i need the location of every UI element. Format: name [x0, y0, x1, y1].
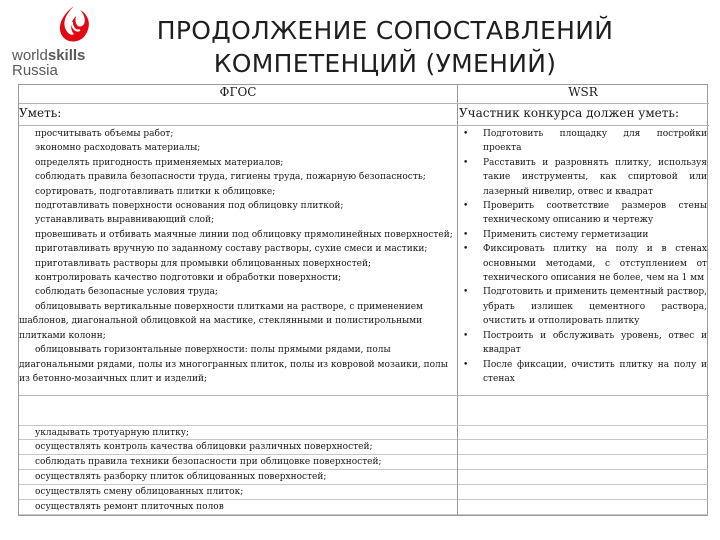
list-item: соблюдать безопасные условия труда; — [35, 287, 218, 298]
list-item: • Фиксировать плитку на полу и в стенах основными методами, с отступлением от технического описания не более, чем на 1 мм — [463, 244, 707, 284]
list-item: • Применить систему герметизации — [459, 228, 707, 242]
list-item: контролировать качество подготовки и обработки поверхности; — [35, 273, 342, 284]
row-divider — [457, 485, 458, 500]
logo-word-world: world — [12, 47, 48, 64]
bullet-icon: • — [463, 330, 469, 341]
subheader-divider — [19, 125, 709, 126]
worldskills-logo — [12, 4, 132, 84]
bullet-icon: • — [463, 157, 469, 168]
row-text: осуществлять смену облицованных плиток; — [35, 487, 244, 497]
list-item: экономно расходовать материалы; — [35, 143, 201, 154]
bullet-icon: • — [463, 244, 469, 255]
worldskills-flame-icon — [52, 4, 96, 48]
row-text: осуществлять ремонт плиточных полов — [35, 502, 224, 512]
list-item: • После фиксации, очистить плитку на полу и стенах — [463, 359, 707, 384]
table-row — [19, 470, 708, 485]
subheader-fgos: Уметь: — [19, 106, 62, 120]
fgos-skills-list — [19, 127, 455, 386]
row-divider — [457, 426, 458, 441]
list-item: облицовывать горизонтальные поверхности: полы прямыми рядами, полы диагональными рядами, полы из многогранных плиток, полы из ковровой мозаики, полы из бетонно-мозаичных плит и изделий; — [19, 345, 448, 384]
page-title-line1: ПРОДОЛЖЕНИЕ СОПОСТАВЛЕНИЙ — [156, 16, 614, 45]
bullet-icon: • — [463, 201, 469, 212]
list-item: сортировать, подготавливать плитки к облицовке; — [35, 186, 276, 197]
row-text: соблюдать правила техники безопасности при облицовке поверхностей; — [35, 457, 382, 467]
row-divider — [457, 440, 458, 455]
blank-row — [19, 395, 708, 425]
row-divider — [457, 500, 458, 515]
row-divider — [457, 470, 458, 485]
row-text: осуществлять разборку плиток облицованных поверхностей; — [35, 472, 327, 482]
logo-word-skills: skills — [47, 47, 86, 64]
table-row — [19, 455, 708, 470]
table-row — [19, 440, 708, 455]
list-item: соблюдать правила безопасности труда, гигиены труда, пожарную безопасность; — [35, 172, 426, 183]
list-item: • Расставить и разровнять плитку, используя такие инструменты, как спиртовой или лазерный нивелир, отвес и квадрат — [463, 157, 707, 197]
list-item: определять пригодность применяемых материалов; — [35, 157, 284, 168]
bullet-icon: • — [463, 129, 469, 139]
list-item: провешивать и отбивать маячные линии под облицовку прямолинейных поверхностей; — [35, 229, 453, 240]
page-title — [150, 14, 620, 80]
bullet-icon: • — [463, 287, 469, 298]
comparison-table — [18, 84, 708, 516]
list-item: • Проверить соответствие размеров стены техническому описанию и чертежу — [463, 201, 707, 226]
wsr-skills-list — [459, 127, 707, 386]
list-item: • Подготовить и применить цементный раствор, убрать излишек цементного раствора, очистить и отполировать плитку — [463, 287, 707, 327]
row-text: укладывать тротуарную плитку; — [35, 428, 190, 438]
row-text: осуществлять контроль качества облицовки различных поверхностей; — [35, 442, 373, 452]
list-item: подготавливать поверхности основания под облицовку плиткой; — [35, 201, 344, 212]
table-row — [19, 425, 708, 440]
header-divider — [19, 103, 709, 104]
page-title-line2: КОМПЕТЕНЦИЙ (УМЕНИЙ) — [213, 49, 557, 78]
table-row — [19, 500, 708, 515]
list-item: • Подготовить площадку для постройки проекта — [463, 129, 707, 154]
column-header-fgos: ФГОС — [219, 85, 257, 99]
logo-word-russia: Russia — [12, 62, 58, 79]
bullet-icon: • — [463, 229, 469, 240]
lower-skills-rows — [19, 425, 708, 515]
list-item: приготавливать растворы для промывки облицованных поверхностей; — [35, 258, 372, 269]
list-item: просчитывать объемы работ; — [35, 129, 174, 139]
subheader-wsr: Участник конкурса должен уметь: — [459, 106, 679, 120]
logo-wordmark — [12, 48, 85, 78]
list-item: • Построить и обслуживать уровень, отвес и квадрат — [463, 330, 707, 356]
list-item: приготавливать вручную по заданному составу растворы, сухие смеси и мастики; — [35, 244, 428, 255]
row-divider — [457, 455, 458, 470]
bullet-icon: • — [463, 359, 469, 370]
list-item: устанавливать выравнивающий слой; — [35, 215, 215, 226]
table-row — [19, 485, 708, 500]
column-header-wsr: WSR — [568, 85, 598, 99]
list-item: облицовывать вертикальные поверхности плитками на растворе, с применением шаблонов, диагональной облицовкой на мастике, стеклянными и полистирольными плитками колонн; — [19, 301, 424, 341]
